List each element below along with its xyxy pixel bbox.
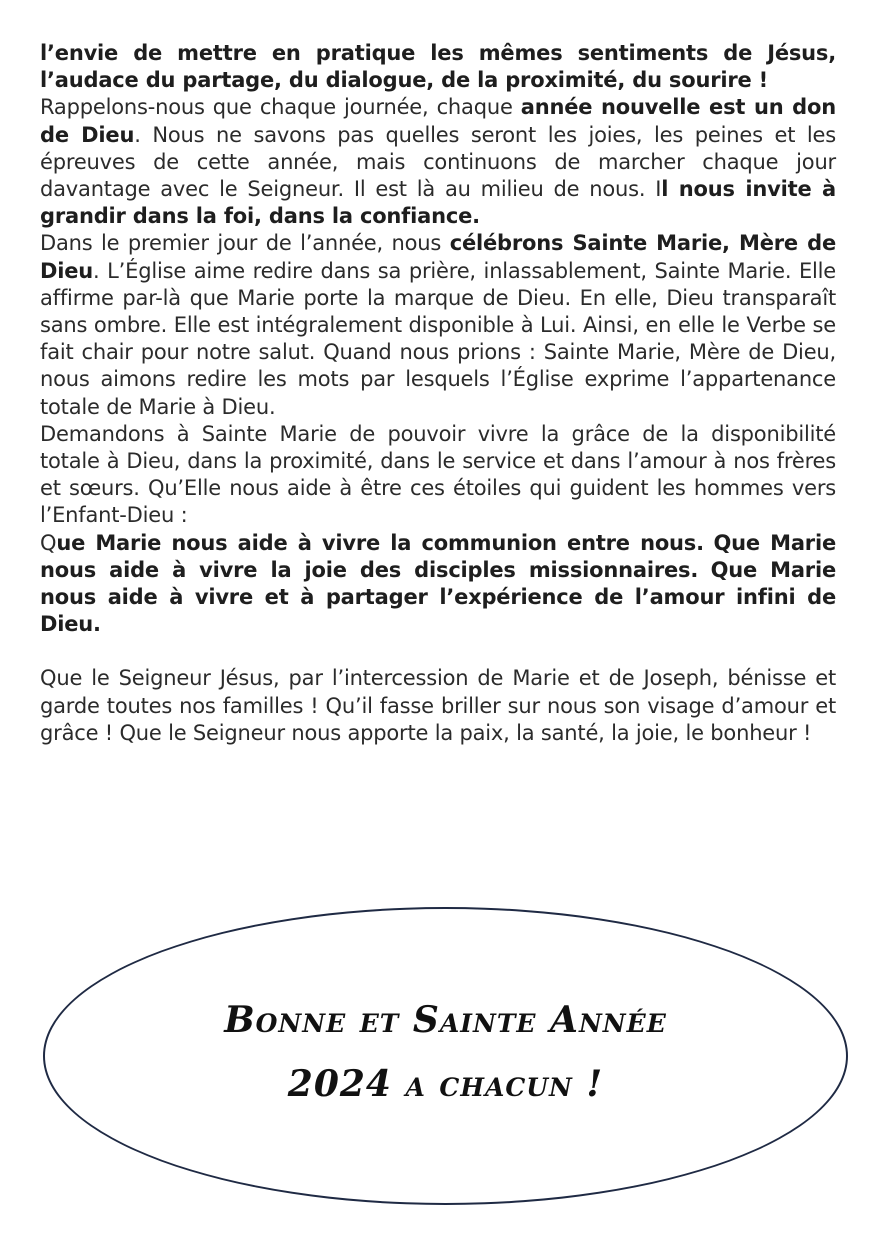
bold-text: célébrons Sainte Marie, Mère de Dieu [40, 231, 836, 283]
paragraph-3 [40, 230, 836, 420]
paragraph-1 [40, 40, 836, 94]
bold-text: année nouvelle est un don de Dieu [40, 95, 836, 147]
text-run: Dans le premier jour de l’année, nous [40, 231, 450, 256]
text-run: Demandons à Sainte Marie de pouvoir vivre la grâce de la disponibilité totale à Dieu, dans la proximité, dans le service et dans l’amour à nos frères et sœurs. Qu’Elle nous aide à être ces étoiles qui guident les hommes vers l’Enfant-Dieu : [40, 421, 836, 528]
paragraph-5 [40, 665, 836, 747]
greeting-line-2: 2024 a chacun ! [287, 1063, 604, 1105]
bold-text: l’envie de mettre en pratique les mêmes sentiments de Jésus, l’audace du partage, du dialogue, de la proximité, du sourire ! [40, 41, 836, 93]
body-text [40, 40, 836, 747]
greeting-line-1: Bonne et Sainte Année [224, 999, 667, 1041]
bold-text: Que Marie nous aide à vivre et à partager l’expérience de l’amour infini de Dieu. [40, 557, 836, 637]
paragraph-gap [40, 638, 836, 665]
paragraph-2 [40, 94, 836, 230]
bold-text: Que Marie nous aide à vivre la joie des disciples missionnaires. [40, 530, 836, 582]
text-run: Rappelons-nous que chaque journée, chaque [40, 95, 521, 120]
document-page [40, 40, 836, 747]
text-run: Q [40, 530, 57, 555]
bold-text: l nous invite à grandir dans la foi, dans la confiance. [40, 177, 836, 229]
text-run: Que le Seigneur Jésus, par l’intercession de Marie et de Joseph, bénisse et garde toutes nos familles ! Qu’il fasse briller sur nous son visage d’amour et grâce ! Que le Seigneur nous apporte la paix, la santé, la joie, le bonheur ! [40, 666, 836, 745]
bold-text: ue Marie nous aide à vivre la communion entre nous. [56, 530, 704, 555]
greeting-banner [43, 988, 848, 1116]
text-run: . L’Église aime redire dans sa prière, inlassablement, Sainte Marie. Elle affirme par-là que Marie porte la marque de Dieu. En elle, Dieu transparaît sans ombre. Elle est intégralement disponible à Lui. Ainsi, en elle le Verbe se fait chair pour notre salut. Quand nous prions : Sainte Marie, Mère de Dieu, nous aimons redire les mots par lesquels l’Église exprime l’appartenance totale de Marie à Dieu. [40, 258, 836, 419]
paragraph-4 [40, 421, 836, 639]
text-run: . Nous ne savons pas quelles seront les joies, les peines et les épreuves de cette année, mais continuons de marcher chaque jour davantage avec le Seigneur. Il est là au milieu de nous. I [40, 122, 836, 202]
